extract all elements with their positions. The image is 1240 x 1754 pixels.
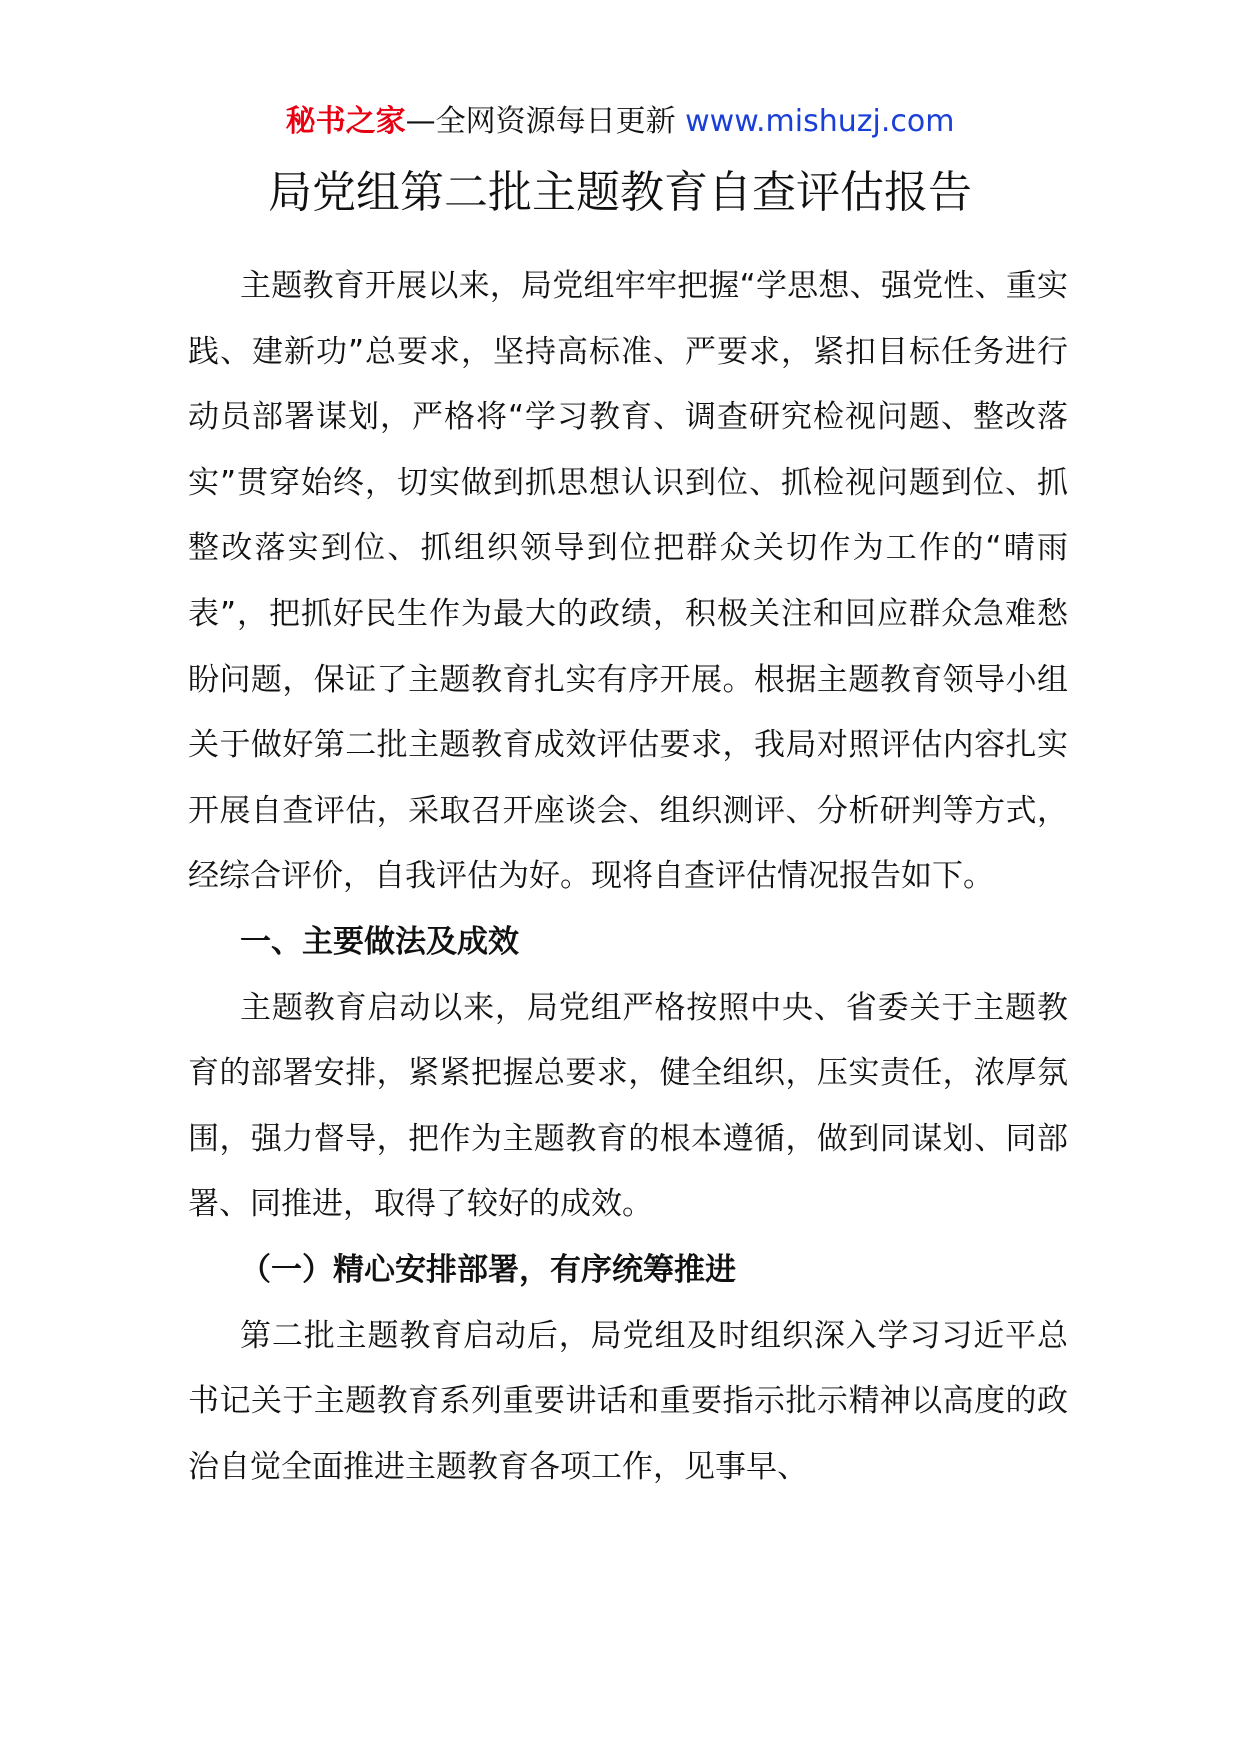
site-url[interactable]: www.mishuzj.com xyxy=(685,104,955,139)
banner-slogan: —全网资源每日更新 xyxy=(405,104,686,139)
subsection-heading-1: （一）精心安排部署，有序统筹推进 xyxy=(240,1251,736,1288)
brand-name: 秘书之家 xyxy=(285,104,406,139)
subsection-paragraph-1: 第二批主题教育启动后，局党组及时组织深入学习习近平总书记关于主题教育系列重要讲话和重要指示批示精神以高度的政治自觉全面推进主题教育各项工作，见事早、 xyxy=(188,1317,1068,1485)
intro-paragraph: 主题教育开展以来，局党组牢牢把握“学思想、强党性、重实践、建新功”总要求，坚持高标准、严要求，紧扣目标任务进行动员部署谋划，严格将“学习教育、调查研究检视问题、整改落实”贯穿始终，切实做到抓思想认识到位、抓检视问题到位、抓整改落实到位、抓组织领导到位把群众关切作为工作的“晴雨表”，把抓好民生作为最大的政绩，积极关注和回应群众急难愁盼问题，保证了主题教育扎实有序开展。根据主题教育领导小组关于做好第二批主题教育成效评估要求，我局对照评估内容扎实开展自查评估，采取召开座谈会、组织测评、分析研判等方式，经综合评价，自我评估为好。现将自查评估情况报告如下。 xyxy=(188,268,1068,895)
section-heading-1: 一、主要做法及成效 xyxy=(240,923,519,960)
document-body xyxy=(188,254,1068,1500)
site-banner xyxy=(0,100,1240,144)
document-title: 局党组第二批主题教育自查评估报告 xyxy=(268,167,972,218)
section-paragraph-1: 主题教育启动以来，局党组严格按照中央、省委关于主题教育的部署安排，紧紧把握总要求，健全组织，压实责任，浓厚氛围，强力督导，把作为主题教育的根本遵循，做到同谋划、同部署、同推进，取得了较好的成效。 xyxy=(188,989,1068,1223)
